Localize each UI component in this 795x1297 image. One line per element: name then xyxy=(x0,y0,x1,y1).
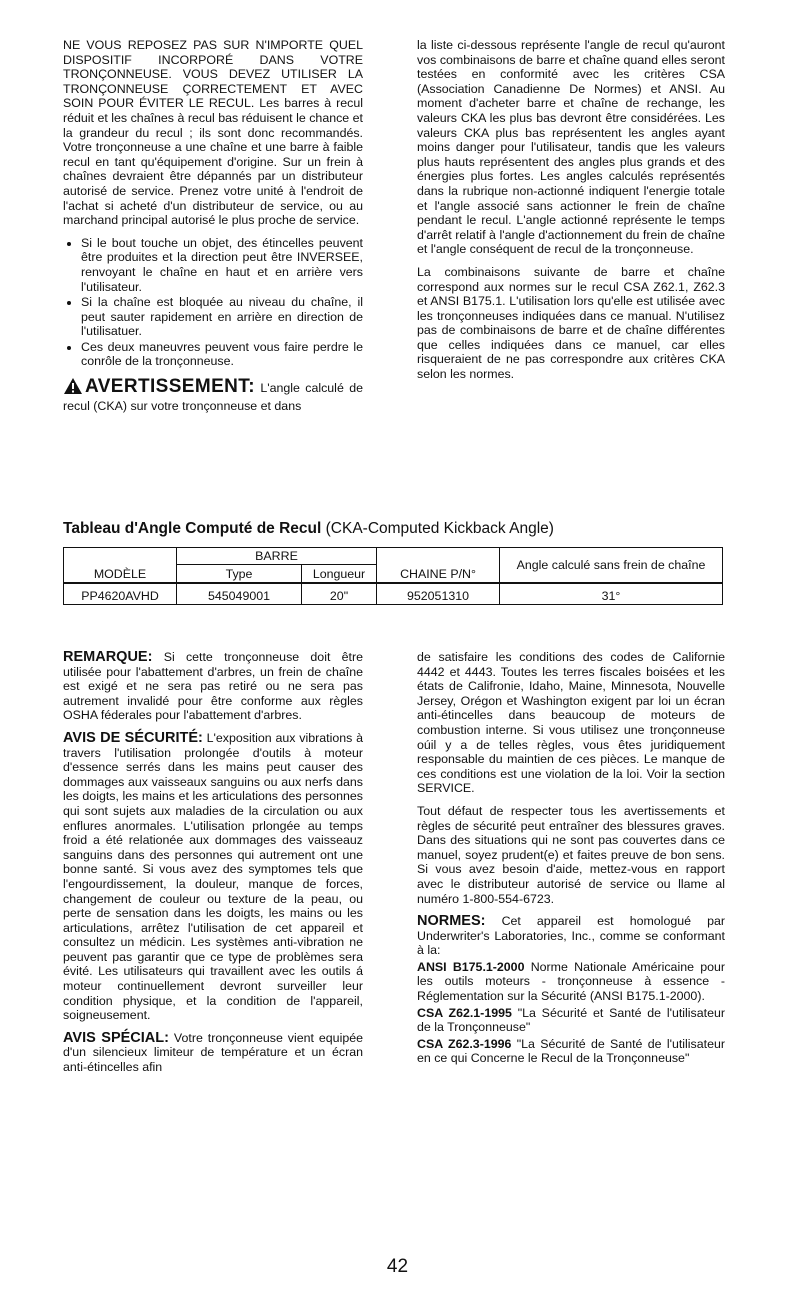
csa-z62-1-paragraph xyxy=(417,1006,725,1035)
remarque-text: Si cette tronçonneuse doit être utilisée pour l'abattement d'arbres, un frein de chaîne est exigé et ne sera pas retiré ou ne sera pas autrement invalidé pour être conforme aux règles OSHA féderales pour l'abattement d'arbres. xyxy=(63,650,363,723)
kickback-angle-table xyxy=(63,547,723,605)
normes-text: Cet appareil est homologué par Underwriter's Laboratories, Inc., comme se conformant à la: xyxy=(417,914,725,958)
right-column-top xyxy=(417,38,725,390)
avis-special-paragraph xyxy=(63,1031,363,1075)
remarque-paragraph xyxy=(63,650,363,723)
header-chaine: CHAINE P/N° xyxy=(377,548,500,584)
bullet-item: • Si la chaîne est bloquée au niveau du chaîne, il peut sauter rapidement en arrière en direction de l'utilisatuer. xyxy=(81,295,363,339)
kickback-bullets xyxy=(63,236,363,369)
combination-paragraph: La combinaisons suivante de barre et chaîne correspond aux normes sur le recul CSA Z62.1, Z62.3 et ANSI B175.1. L'utilisation lors qu'elle est utilisée avec les tronçonneuses indiquées dans ce manual. N'utilisez pas de combinaisons de barre et de chaîne différentes que celles indiquées dans ce manuel, car elles risqueraient de ne pas correspondre aux critères CKA selon les normes. xyxy=(417,264,725,382)
avis-securite-paragraph xyxy=(63,731,363,1023)
avis-securite-text: L'exposition aux vibrations à travers l'utilisation prolongée d'outils à moteur d'essence serrés dans les mains peut causer des dommages aux vaisseaux sanguins ou aux nerfs dans les doigts, les mains et les articulations des personnes qui sont sujets aux maladies de la circulation ou aux enflures anormales. L'utilisation prlongée au temps froid a été relationée aux dommages des vaisseauz sanguins dans des personnes qui autrement ont une bonne santé. Si vous avez des symptomes tels que l'engourdissement, la douleur, manque de forces, changement de couleur ou texture de la peau, ou perte de sensation dans les doigts, les mains ou les articulations, arrêtez l'utilisation de cet appareil et consultez un médicin. Les systèmes anti-vibration ne peuvent pas garantir que ce type de problèmes sera évité. Les utilisateurs qui travaillent avec les outils á moteur continuellement devront surveiller leur condition physique, et la condition de l'appareil, soigneusement. xyxy=(63,730,363,1023)
table-row xyxy=(64,583,723,605)
avis-securite-title: AVIS DE SÉCURITÉ: xyxy=(63,729,203,746)
csa-z62-3-title: CSA Z62.3-1996 xyxy=(417,1036,512,1051)
header-angle: Angle calculé sans frein de chaîne xyxy=(500,548,723,584)
table-title-rest: (CKA-Computed Kickback Angle) xyxy=(321,520,554,537)
header-type: Type xyxy=(177,565,302,584)
header-longueur: Longueur xyxy=(302,565,377,584)
bullet-item: • Si le bout touche un objet, des étincelles peuvent être produites et la direction peut être INVERSEE, renvoyant le chaîne en haut et en arrière vers l'utilisateur. xyxy=(81,236,363,294)
csa-z62-3-paragraph xyxy=(417,1037,725,1066)
cell-modele: PP4620AVHD xyxy=(64,583,177,605)
header-modele: MODÈLE xyxy=(64,548,177,584)
csa-z62-1-text: "La Sécurité et Santé de l'utilisateur de la Tronçonneuse" xyxy=(417,1005,725,1035)
left-column-bottom xyxy=(63,650,363,1083)
avis-special-title: AVIS SPÉCIAL: xyxy=(63,1029,169,1046)
avis-special-text: Votre tronçonneuse vient equipée d'un silencieux limiteur de température et un écran anti-étincelles afin xyxy=(63,1030,363,1075)
defaut-paragraph: Tout défaut de respecter tous les avertissements et règles de sécurité peut entraîner des blessures graves. Dans des situations qui ne sont pas couvertes dans ce manuel, soyez prudent(e) et faites preuve de bon sens. Si vous avez besoin d'aide, mettez-vous en rapport avec le distributeur autorisé de service ou llame al numéro 1-800-554-6723. xyxy=(417,803,725,906)
ansi-paragraph xyxy=(417,960,725,1004)
intro-paragraph: NE VOUS REPOSEZ PAS SUR N'IMPORTE QUEL DISPOSITIF INCORPORÉ DANS VOTRE TRONÇONNEUSE. VOUS DEVEZ UTILISER LA TRONÇONNEUSE ÇORRECTEMENT ET AVEC SOIN POUR ÉVITER LE RECUL. Les barres à recul réduit et les chaînes à recul bas réduisent le chance et la grandeur du recul ; ils sont donc recommandés. Votre tronçonneuse a une chaîne et une barre à faible recul en tant qu'équipement d'origine. Sur un frein à chaînes devraient être dépannés par un distributeur autorisé de service. Prenez votre unité à l'endroit de l'achat si acheté d'un distributeur de service, ou au marchand principal autorisé le plus proche de service. xyxy=(63,38,363,228)
left-column-top xyxy=(63,38,363,413)
warning-triangle-icon xyxy=(63,377,83,399)
warning-text: L'angle calculé de recul (CKA) sur votre tronçonneuse et dans xyxy=(63,381,363,413)
right-column-bottom xyxy=(417,650,725,1068)
ansi-title: ANSI B175.1-2000 xyxy=(417,959,525,974)
warning-block xyxy=(63,377,363,413)
bullet-item: • Ces deux maneuvres peuvent vous faire perdre le conrôle de la tronçonneuse. xyxy=(81,340,363,369)
cka-paragraph: la liste ci-dessous représente l'angle de recul qu'auront vos combinaisons de barre et chaîne quand elles seront testées en conformité avec les critères CSA (Association Canadienne De Normes) et ANSI. Au moment d'acheter barre et chaîne de rechange, les valeurs CKA les plus bas devront être considérées. Les valeurs CKA plus bas représentent les angles ayant moins danger pour l'utilisateur, tandis que les valeurs plus hauts représentent des angles plus grands et des énergies plus fortes. Les angles calculés représentés dans la rubrique non-actionné indiquent l'energie totale et l'angle associé sans actionner le frein de chaîne pendant le recul. L'angle actionné représente le temps d'arrêt relatif à l'angle d'actionnement du frein de chaîne et l'angle conséquent de recul de la tronçonneuse. xyxy=(417,38,725,257)
cell-longueur: 20" xyxy=(302,583,377,605)
csa-z62-3-text: "La Sécurité de Santé de l'utilisateur en ce qui Concerne le Recul de la Tronçonneuse" xyxy=(417,1036,725,1066)
header-barre: BARRE xyxy=(177,548,377,565)
cell-angle: 31° xyxy=(500,583,723,605)
normes-paragraph xyxy=(417,914,725,958)
table-title xyxy=(63,520,554,538)
csa-z62-1-title: CSA Z62.1-1995 xyxy=(417,1005,512,1020)
california-paragraph: de satisfaire les conditions des codes de Californie 4442 et 4443. Toutes les terres fiscales boisées et les états de Califronie, Idaho, Maine, Minnesota, Nouvelle Jersey, Orégon et Washington exigent par loi un écran anti-étincelles dans beaucoup de moteurs de combustion interne. Si vous utilisez une tronçonneuse oúil y a de telles règles, vous êtes juridiquement responsable du maintien de ces pièces. Le manque de ces conditions est une violation de la loi. Voir la section SERVICE. xyxy=(417,650,725,796)
cell-type: 545049001 xyxy=(177,583,302,605)
warning-title: AVERTISSEMENT: xyxy=(85,376,255,398)
normes-title: NORMES: xyxy=(417,913,486,930)
ansi-text: Norme Nationale Américaine pour les outils moteurs - tronçonneuse à essence - Réglementation sur la Sécurité (ANSI B175.1-2000). xyxy=(417,959,726,1004)
remarque-title: REMARQUE: xyxy=(63,649,153,665)
page-number: 42 xyxy=(386,1256,409,1277)
cell-chaine: 952051310 xyxy=(377,583,500,605)
table-title-bold: Tableau d'Angle Computé de Recul xyxy=(63,520,322,537)
